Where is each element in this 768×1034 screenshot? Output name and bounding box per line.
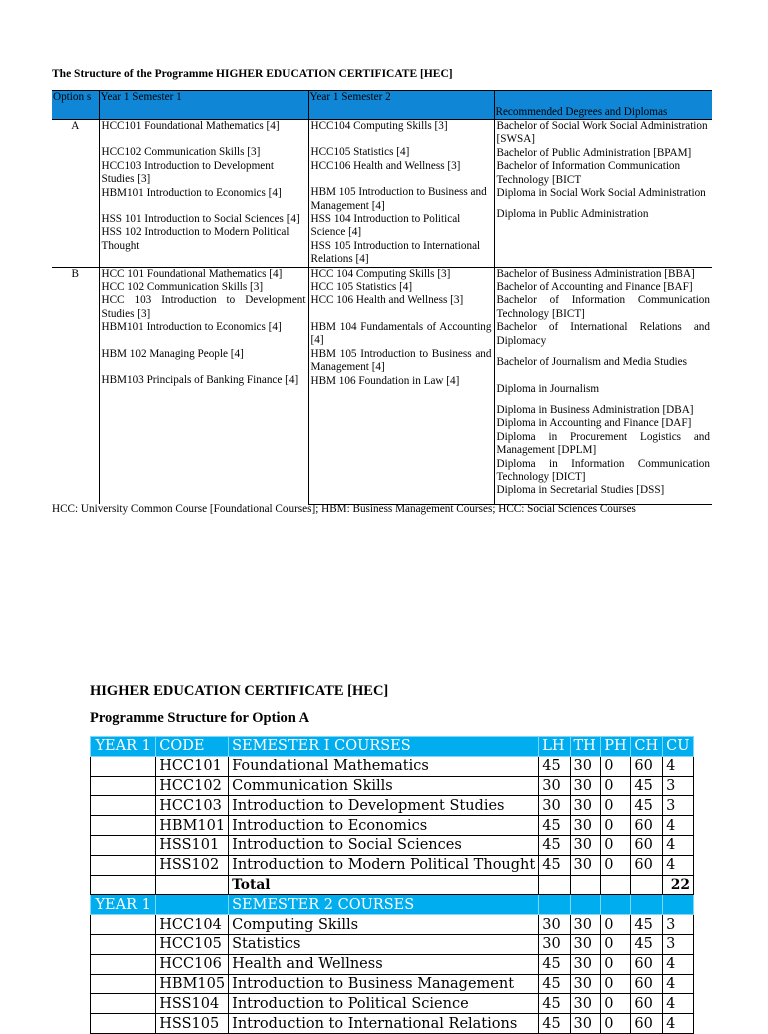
course-item: HCC105 Statistics [4] — [310, 146, 410, 159]
practical-hours: 0 — [601, 994, 631, 1014]
degree-item: Diploma in Public Administration — [496, 208, 649, 221]
credit-units: 4 — [663, 816, 694, 836]
course-item: HCC 103 Introduction to Development Studies [3] — [101, 294, 306, 320]
year-cell — [91, 915, 156, 935]
practical-hours: 0 — [601, 796, 631, 816]
practical-hours: 0 — [601, 915, 631, 935]
course-item: HBM 105 Introduction to Business and Management [4] — [310, 347, 492, 374]
course-item: HCC 101 Foundational Mathematics [4] — [101, 267, 283, 280]
contact-hours — [631, 875, 663, 895]
header-course-code: CODE — [156, 737, 229, 757]
header-degrees: Recommended Degrees and Diplomas — [494, 91, 712, 120]
course-title: Computing Skills — [229, 915, 539, 935]
option-label: A — [52, 120, 99, 268]
lecture-hours: 45 — [539, 756, 570, 776]
tutorial-hours: 30 — [570, 855, 601, 875]
course-title: Introduction to Development Studies — [229, 796, 539, 816]
course-item: HSS 101 Introduction to Social Sciences [4] — [101, 213, 300, 226]
course-code: HCC104 — [156, 915, 229, 935]
degree-item: Bachelor of Public Administration [BPAM] — [496, 146, 692, 159]
option-a-course-table — [90, 736, 694, 1034]
credit-units: 4 — [663, 954, 694, 974]
credit-units: 4 — [663, 835, 694, 855]
credit-units: 3 — [663, 915, 694, 935]
header-credit-units: CU — [663, 737, 694, 757]
abbreviations-footnote: HCC: University Common Course [Foundational Courses]; HBM: Business Management Courses; HCC: Social Sciences Courses — [52, 503, 636, 515]
course-code: HCC102 — [156, 776, 229, 796]
degree-item: Bachelor of Social Work Social Administration [SWSA] — [496, 120, 708, 146]
table-header-row — [52, 91, 712, 120]
year-cell — [91, 835, 156, 855]
course-code: HSS104 — [156, 994, 229, 1014]
header-course-title: SEMESTER I COURSES — [229, 737, 539, 757]
course-item: HCC 106 Health and Wellness [3] — [310, 294, 464, 307]
table-row — [91, 816, 694, 836]
degree-item: Bachelor of Information Communication Technology [BICT — [496, 160, 681, 186]
option-a-sem1 — [99, 120, 308, 268]
header-year-cell: YEAR 1 — [91, 737, 156, 757]
degree-item: Bachelor of International Relations and Diplomacy — [496, 321, 710, 347]
course-code: HCC101 — [156, 756, 229, 776]
header-options: Option s — [52, 91, 99, 120]
lecture-hours: 45 — [539, 1014, 570, 1034]
course-code: HCC103 — [156, 796, 229, 816]
course-item: HCC101 Foundational Mathematics [4] — [101, 120, 280, 132]
table-row — [91, 855, 694, 875]
degree-item: Bachelor of Business Administration [BBA] — [496, 267, 695, 280]
programme-structure-table — [52, 90, 712, 505]
course-code: HCC105 — [156, 934, 229, 954]
lecture-hours: 45 — [539, 974, 570, 994]
table-row — [91, 776, 694, 796]
header-credit-units — [663, 895, 694, 915]
course-title: Health and Wellness — [229, 954, 539, 974]
total-credit-units: 22 — [663, 875, 694, 895]
practical-hours: 0 — [601, 816, 631, 836]
course-title: Introduction to Social Sciences — [229, 835, 539, 855]
degree-item: Bachelor of Accounting and Finance [BAF] — [496, 281, 693, 294]
course-title: Introduction to Economics — [229, 816, 539, 836]
year-cell — [91, 855, 156, 875]
header-contact-hours — [631, 895, 663, 915]
header-lecture-hours — [539, 895, 570, 915]
year-cell — [91, 875, 156, 895]
header-semester-2: Year 1 Semester 2 — [308, 91, 494, 120]
practical-hours: 0 — [601, 756, 631, 776]
course-item: HBM101 Introduction to Economics [4] — [101, 321, 282, 334]
contact-hours: 60 — [631, 954, 663, 974]
practical-hours: 0 — [601, 974, 631, 994]
course-item: HBM 106 Foundation in Law [4] — [310, 374, 460, 387]
header-course-code — [156, 895, 229, 915]
total-label: Total — [229, 875, 539, 895]
practical-hours: 0 — [601, 954, 631, 974]
degree-item: Diploma in Business Administration [DBA] — [496, 403, 694, 416]
lecture-hours: 45 — [539, 816, 570, 836]
course-item: HBM 102 Managing People [4] — [101, 347, 244, 360]
table-row — [91, 796, 694, 816]
header-lecture-hours: LH — [539, 737, 570, 757]
course-item: HCC 102 Communication Skills [3] — [101, 281, 264, 294]
course-title: Introduction to Business Management — [229, 974, 539, 994]
degree-item: Diploma in Information Communication Technology [DICT] — [496, 457, 710, 483]
course-item: HCC102 Communication Skills [3] — [101, 146, 261, 159]
course-item: HCC104 Computing Skills [3] — [310, 120, 448, 132]
lecture-hours: 45 — [539, 954, 570, 974]
course-code: HSS105 — [156, 1014, 229, 1034]
year-cell — [91, 994, 156, 1014]
tutorial-hours: 30 — [570, 776, 601, 796]
header-course-title: SEMESTER 2 COURSES — [229, 895, 539, 915]
course-item: HBM 105 Introduction to Business and Management [4] — [310, 186, 487, 212]
option-b-sem2 — [308, 267, 494, 504]
course-code: HCC106 — [156, 954, 229, 974]
credit-units: 3 — [663, 796, 694, 816]
contact-hours: 60 — [631, 994, 663, 1014]
contact-hours: 60 — [631, 974, 663, 994]
table-row — [91, 994, 694, 1014]
lecture-hours: 45 — [539, 994, 570, 1014]
tutorial-hours: 30 — [570, 915, 601, 935]
lecture-hours — [539, 875, 570, 895]
course-item: HBM 104 Fundamentals of Accounting [4] — [310, 320, 492, 347]
contact-hours: 45 — [631, 796, 663, 816]
degree-item: Diploma in Procurement Logistics and Management [DPLM] — [496, 430, 710, 457]
year-cell — [91, 756, 156, 776]
tutorial-hours: 30 — [570, 934, 601, 954]
contact-hours: 45 — [631, 776, 663, 796]
course-item: HCC 105 Statistics [4] — [310, 281, 413, 294]
option-b-sem1 — [99, 267, 308, 504]
contact-hours: 60 — [631, 756, 663, 776]
header-practical-hours — [601, 895, 631, 915]
credit-units: 4 — [663, 974, 694, 994]
credit-units: 3 — [663, 776, 694, 796]
contact-hours: 45 — [631, 915, 663, 935]
section-title: HIGHER EDUCATION CERTIFICATE [HEC] — [90, 683, 389, 699]
lecture-hours: 30 — [539, 776, 570, 796]
degree-item: Diploma in Journalism — [496, 382, 600, 395]
total-row — [91, 875, 694, 895]
year-cell — [91, 796, 156, 816]
table-row — [91, 835, 694, 855]
course-item: HSS 102 Introduction to Modern Political Thought — [101, 226, 290, 252]
course-code: HSS102 — [156, 855, 229, 875]
course-item: HCC106 Health and Wellness [3] — [310, 159, 461, 172]
tutorial-hours: 30 — [570, 816, 601, 836]
course-item: HCC103 Introduction to Development Studies [3] — [101, 159, 274, 186]
course-title: Introduction to International Relations — [229, 1014, 539, 1034]
table-row-option-a — [52, 120, 712, 268]
tutorial-hours: 30 — [570, 1014, 601, 1034]
tutorial-hours: 30 — [570, 954, 601, 974]
table-row — [91, 756, 694, 776]
course-title: Foundational Mathematics — [229, 756, 539, 776]
credit-units: 4 — [663, 756, 694, 776]
table-row — [91, 915, 694, 935]
contact-hours: 60 — [631, 855, 663, 875]
header-practical-hours: PH — [601, 737, 631, 757]
degree-item: Bachelor of Journalism and Media Studies — [496, 356, 687, 369]
table-row — [91, 934, 694, 954]
tutorial-hours: 30 — [570, 835, 601, 855]
practical-hours: 0 — [601, 1014, 631, 1034]
lecture-hours: 30 — [539, 915, 570, 935]
semester-header-row — [91, 737, 694, 757]
course-code — [156, 875, 229, 895]
table-row — [91, 974, 694, 994]
header-semester-1: Year 1 Semester 1 — [99, 91, 308, 120]
contact-hours: 60 — [631, 835, 663, 855]
year-cell — [91, 776, 156, 796]
contact-hours: 60 — [631, 1014, 663, 1034]
year-cell — [91, 816, 156, 836]
degree-item: Diploma in Accounting and Finance [DAF] — [496, 417, 692, 430]
credit-units: 4 — [663, 1014, 694, 1034]
header-tutorial-hours: TH — [570, 737, 601, 757]
year-cell — [91, 954, 156, 974]
option-a-degrees — [494, 120, 712, 268]
course-item: HCC 104 Computing Skills [3] — [310, 267, 451, 280]
semester-header-row — [91, 895, 694, 915]
table-row — [91, 954, 694, 974]
course-title: Introduction to Political Science — [229, 994, 539, 1014]
course-item: HBM101 Introduction to Economics [4] — [101, 186, 282, 199]
practical-hours: 0 — [601, 934, 631, 954]
course-code: HSS101 — [156, 835, 229, 855]
tutorial-hours: 30 — [570, 796, 601, 816]
option-b-degrees — [494, 267, 712, 504]
degree-item: Diploma in Secretarial Studies [DSS] — [496, 484, 665, 497]
header-year-cell: YEAR 1 — [91, 895, 156, 915]
course-code: HBM101 — [156, 816, 229, 836]
contact-hours: 45 — [631, 934, 663, 954]
option-label: B — [52, 267, 99, 504]
option-a-sem2 — [308, 120, 494, 268]
lecture-hours: 30 — [539, 796, 570, 816]
lecture-hours: 45 — [539, 835, 570, 855]
lecture-hours: 45 — [539, 855, 570, 875]
degree-item: Bachelor of Information Communication Technology [BICT] — [496, 294, 710, 320]
practical-hours — [601, 875, 631, 895]
header-tutorial-hours — [570, 895, 601, 915]
contact-hours: 60 — [631, 816, 663, 836]
tutorial-hours: 30 — [570, 974, 601, 994]
degree-item: Diploma in Social Work Social Administration — [496, 187, 706, 200]
tutorial-hours: 30 — [570, 756, 601, 776]
course-title: Statistics — [229, 934, 539, 954]
table-row-option-b — [52, 267, 712, 504]
tutorial-hours — [570, 875, 601, 895]
lecture-hours: 30 — [539, 934, 570, 954]
course-title: Communication Skills — [229, 776, 539, 796]
year-cell — [91, 974, 156, 994]
course-item: HSS 105 Introduction to International Relations [4] — [310, 239, 481, 266]
year-cell — [91, 934, 156, 954]
course-item: HBM103 Principals of Banking Finance [4] — [101, 374, 299, 387]
section-subtitle: Programme Structure for Option A — [90, 710, 310, 726]
practical-hours: 0 — [601, 855, 631, 875]
credit-units: 4 — [663, 855, 694, 875]
credit-units: 3 — [663, 934, 694, 954]
header-contact-hours: CH — [631, 737, 663, 757]
document-title: The Structure of the Programme HIGHER EDUCATION CERTIFICATE [HEC] — [52, 68, 453, 80]
credit-units: 4 — [663, 994, 694, 1014]
practical-hours: 0 — [601, 835, 631, 855]
course-code: HBM105 — [156, 974, 229, 994]
course-item: HSS 104 Introduction to Political Science [4] — [310, 213, 461, 239]
practical-hours: 0 — [601, 776, 631, 796]
course-title: Introduction to Modern Political Thought — [229, 855, 539, 875]
tutorial-hours: 30 — [570, 994, 601, 1014]
